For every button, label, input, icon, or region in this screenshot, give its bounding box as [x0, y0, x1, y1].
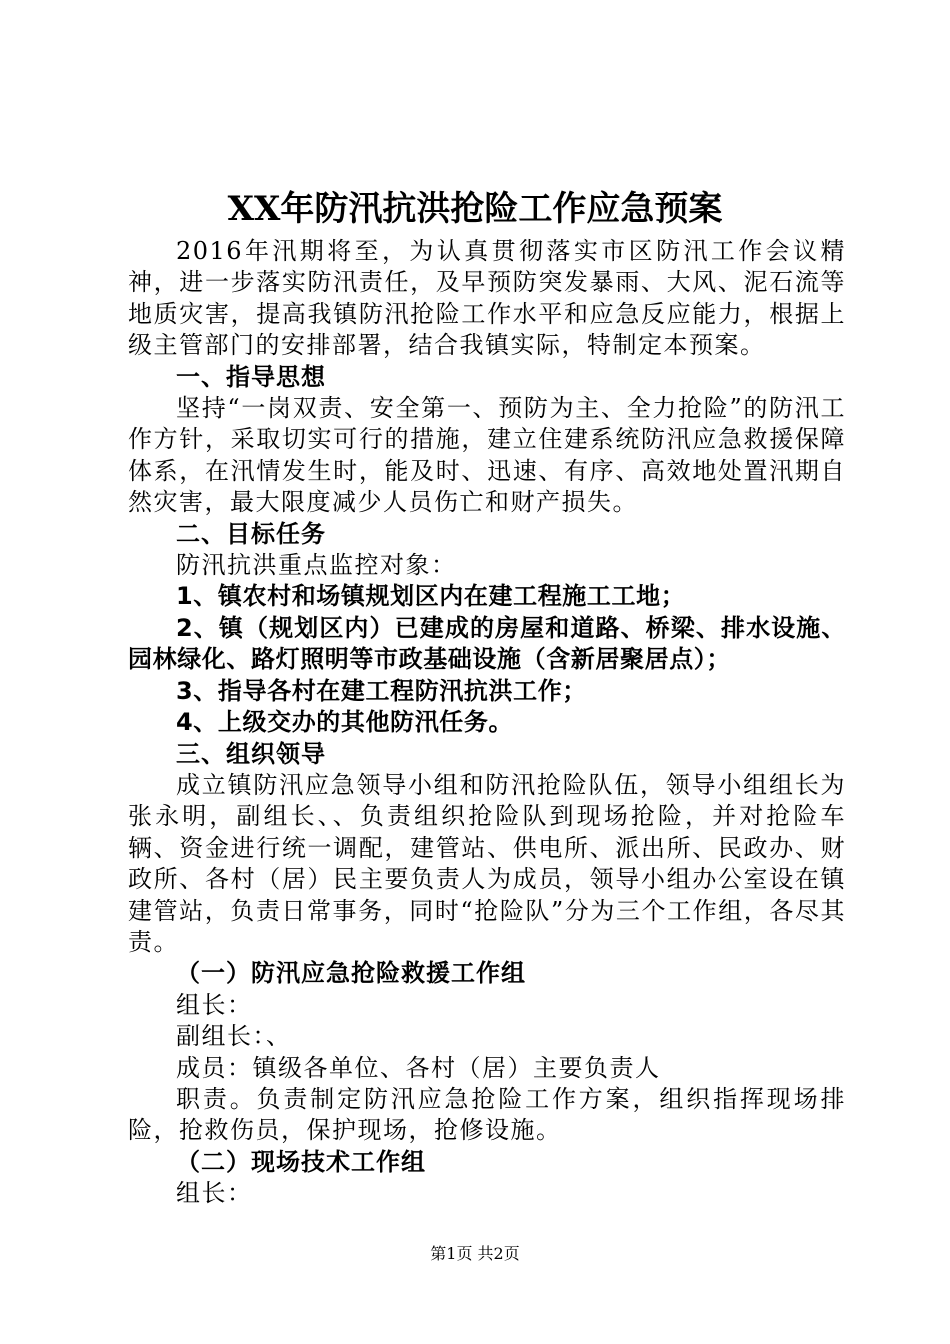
group1-members: 成员：镇级各单位、各村（居）主要负责人	[176, 1053, 661, 1082]
group1-leader: 组长：	[176, 990, 253, 1019]
document-body	[128, 236, 846, 1210]
group1-deputy: 副组长：、	[176, 1022, 292, 1051]
document-title: XX年防汛抗洪抢险工作应急预案	[227, 189, 723, 229]
intro-paragraph: 2016年汛期将至，为认真贯彻落实市区防汛工作会议精神，进一步落实防汛责任，及早预防突发暴雨、大风、泥石流等地质灾害，提高我镇防汛抢险工作水平和应急反应能力，根据上级主管部门的安排部署，结合我镇实际，特制定本预案。	[128, 237, 846, 360]
monitoring-item: 1、镇农村和场镇规划区内在建工程施工工地；	[176, 582, 686, 611]
group1-duty: 职责。负责制定防汛应急抢险工作方案，组织指挥现场排险，抢救伤员，保护现场，抢修设施。	[128, 1084, 846, 1145]
monitoring-item: 3、指导各村在建工程防汛抗洪工作；	[176, 676, 587, 705]
monitoring-item: 2、镇（规划区内）已建成的房屋和道路、桥梁、排水设施、园林绿化、路灯照明等市政基础设施（含新居聚居点）；	[128, 613, 846, 674]
section-heading-goals-tasks: 二、目标任务	[176, 519, 326, 548]
group1-heading: （一）防汛应急抢险救援工作组	[176, 959, 526, 988]
group2-leader: 组长：	[176, 1179, 253, 1208]
page-footer: 第1页 共2页	[430, 1244, 520, 1263]
guiding-ideology-paragraph: 坚持“一岗双责、安全第一、预防为主、全力抢险”的防汛工作方针，采取切实可行的措施，建立住建系统防汛应急救援保障体系，在汛情发生时，能及时、迅速、有序、高效地处置汛期自然灾害，最大限度减少人员伤亡和财产损失。	[128, 394, 846, 517]
section-heading-organization: 三、组织领导	[176, 739, 326, 768]
group2-heading: （二）现场技术工作组	[176, 1147, 426, 1176]
section-heading-guiding-ideology: 一、指导思想	[176, 362, 326, 391]
organization-paragraph: 成立镇防汛应急领导小组和防汛抢险队伍，领导小组组长为张永明，副组长、、负责组织抢险队到现场抢险，并对抢险车辆、资金进行统一调配，建管站、供电所、派出所、民政办、财政所、各村（居）民主要负责人为成员，领导小组办公室设在镇建管站，负责日常事务，同时“抢险队”分为三个工作组，各尽其责。	[128, 770, 846, 956]
monitoring-targets-lead: 防汛抗洪重点监控对象：	[176, 551, 457, 580]
monitoring-item: 4、上级交办的其他防汛任务。	[176, 708, 514, 737]
